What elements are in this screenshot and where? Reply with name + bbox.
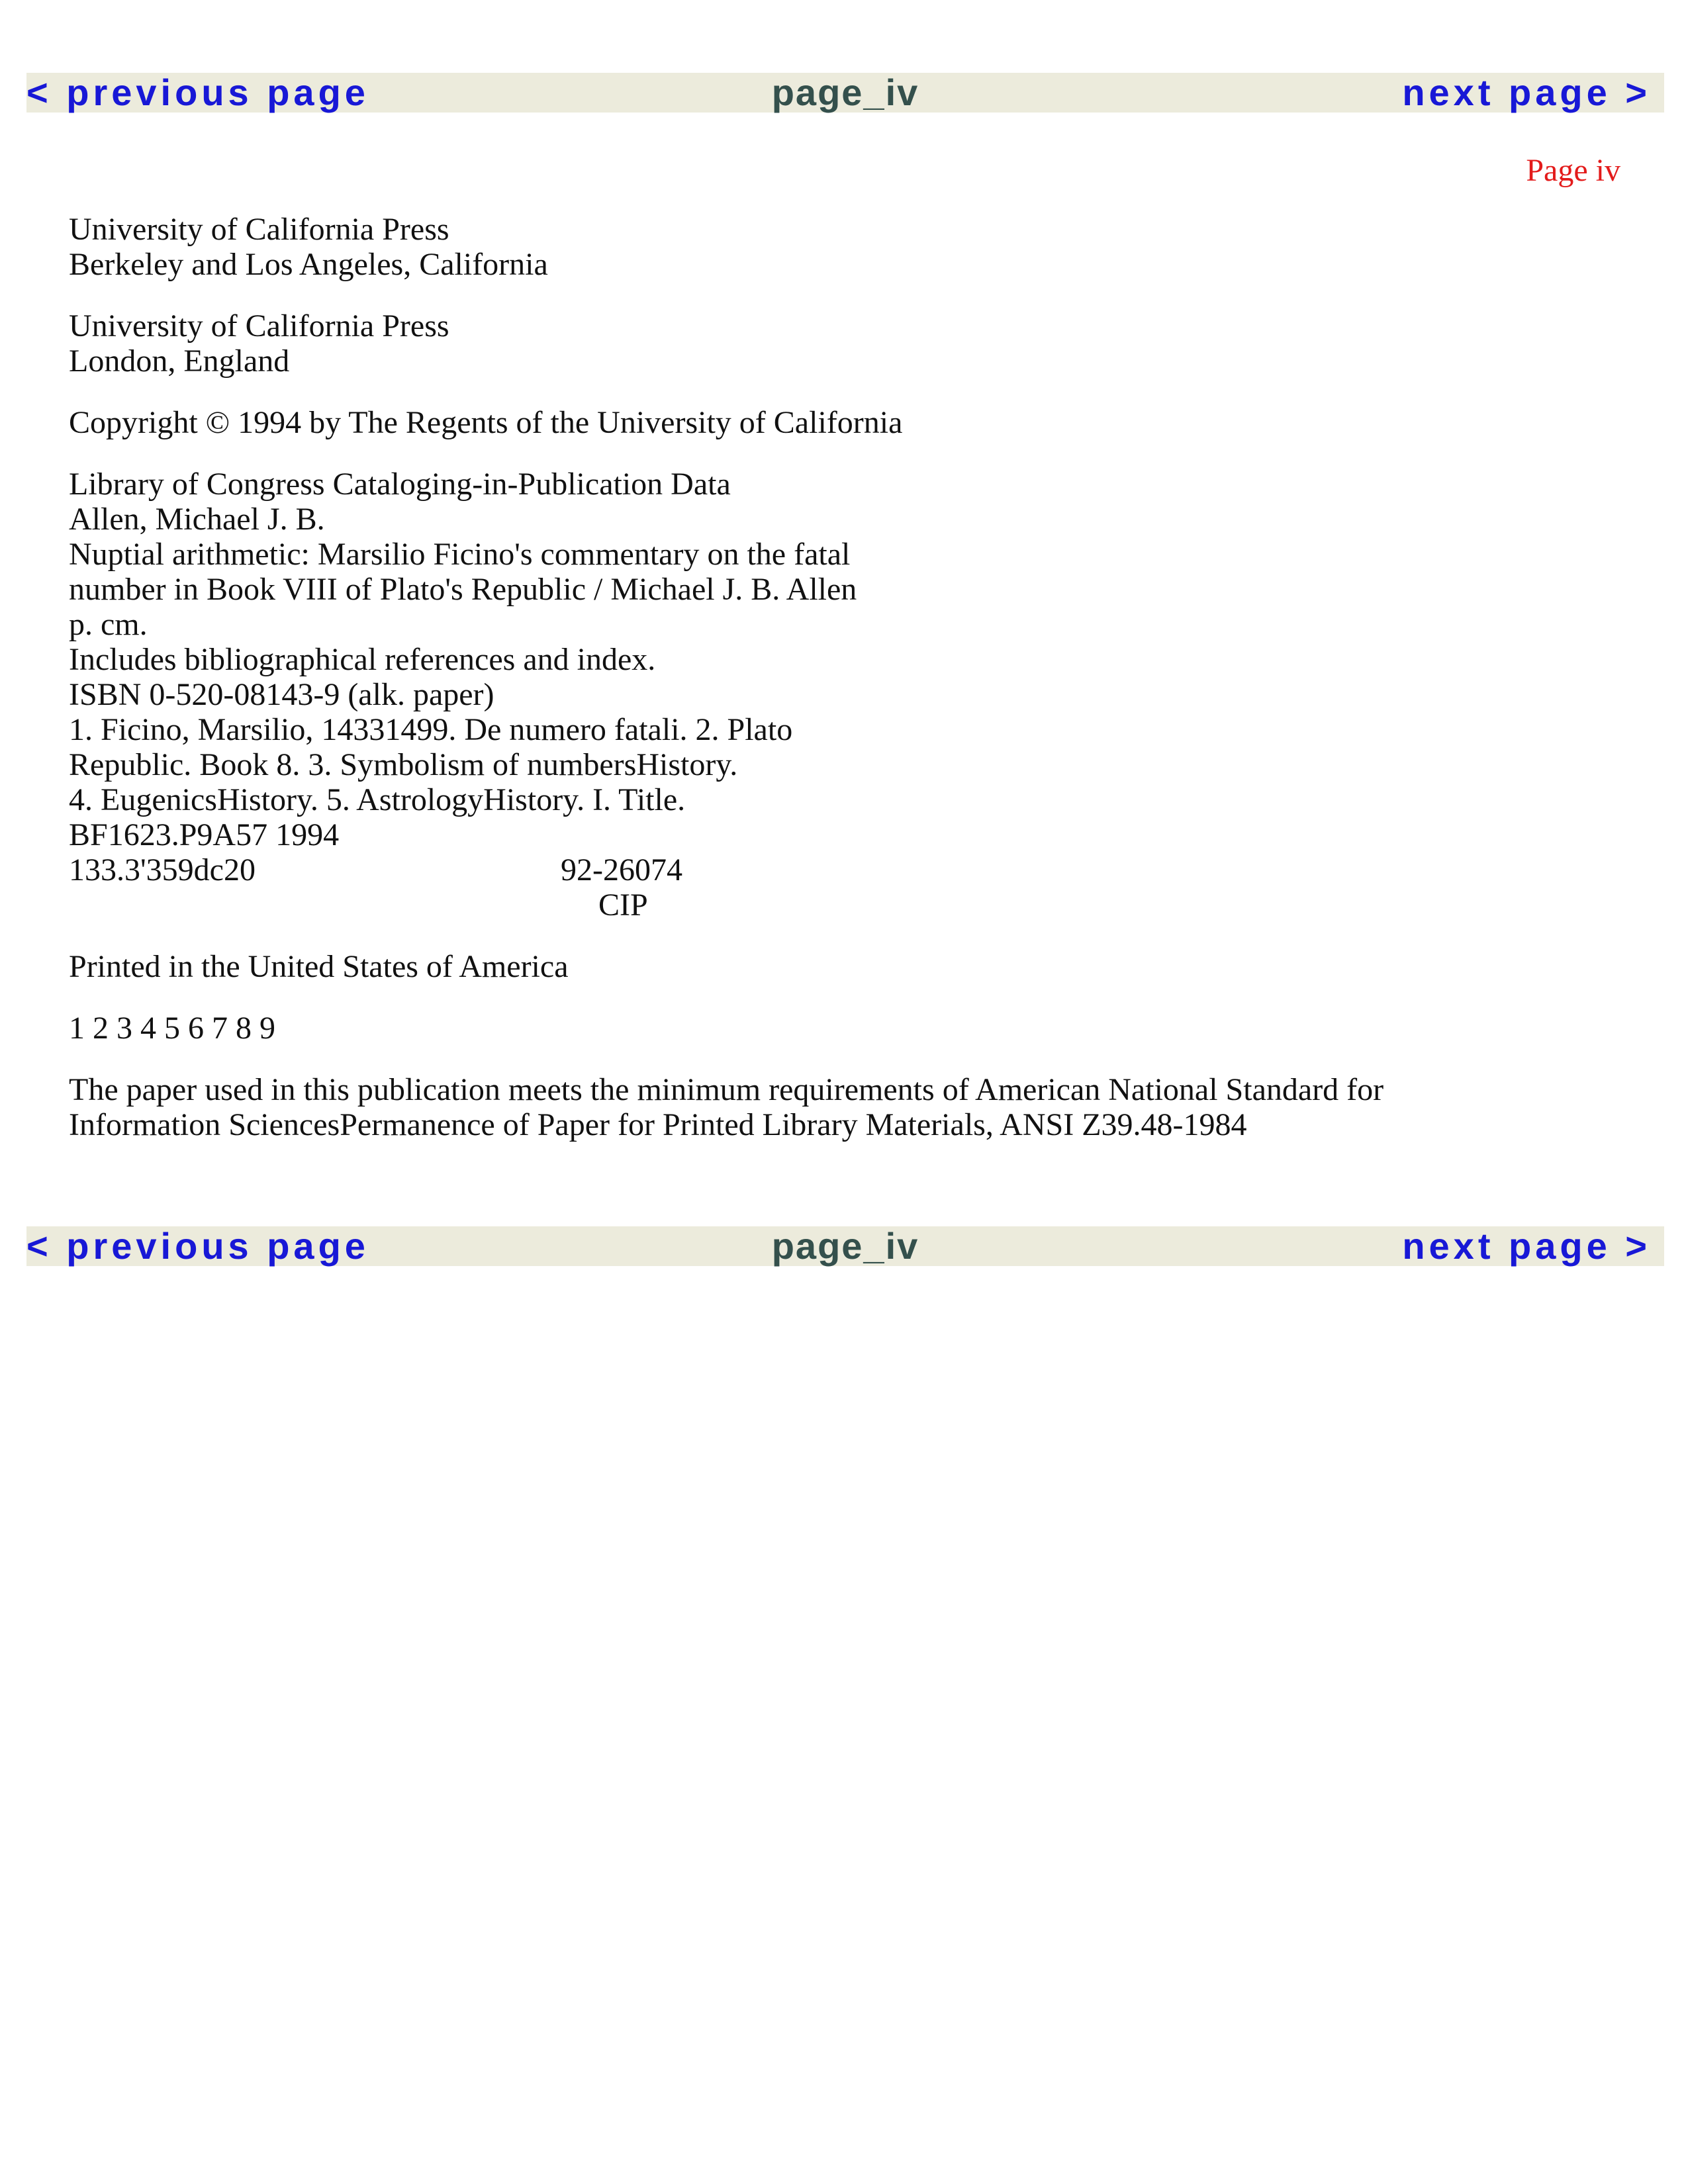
cip-call-number: BF1623.P9A57 1994: [69, 817, 340, 852]
page-title: page_iv: [771, 71, 919, 113]
paper-note-line: The paper used in this publication meets the minimum requirements of American National Standard for: [69, 1072, 1384, 1107]
cip-heading: Library of Congress Cataloging-in-Publication Data: [69, 467, 731, 502]
cip-subjects-line: Republic. Book 8. 3. Symbolism of numbersHistory.: [69, 747, 738, 782]
cip-isbn: ISBN 0-520-08143-9 (alk. paper): [69, 677, 494, 712]
copyright-line: Copyright © 1994 by The Regents of the University of California: [69, 405, 903, 440]
page-title: page_iv: [771, 1225, 919, 1267]
cip-author: Allen, Michael J. B.: [69, 502, 325, 537]
cip-classification-row: [69, 852, 1591, 887]
cataloging-data-block: [69, 467, 1591, 923]
printing-numbers-block: [69, 1011, 1591, 1046]
printing-numbers: 1 2 3 4 5 6 7 8 9: [69, 1011, 275, 1046]
bottom-navigation-bar: [26, 1226, 1664, 1266]
publisher-name: University of California Press: [69, 308, 449, 343]
cip-subjects-line: 1. Ficino, Marsilio, 14331499. De numero fatali. 2. Plato: [69, 712, 793, 747]
paper-standard-note: [69, 1072, 1591, 1142]
cip-lccn: 92-26074: [561, 852, 682, 887]
printed-in-block: [69, 949, 1591, 984]
next-page-link[interactable]: next page >: [1402, 1225, 1651, 1267]
previous-page-link[interactable]: < previous page: [26, 71, 369, 113]
copyright-notice: [69, 405, 1591, 440]
cip-label: CIP: [598, 887, 648, 923]
publisher-location: Berkeley and Los Angeles, California: [69, 247, 548, 282]
publisher-address-block: [69, 212, 1591, 282]
cip-includes: Includes bibliographical references and index.: [69, 642, 656, 677]
publisher-name: University of California Press: [69, 212, 449, 247]
publisher-location: London, England: [69, 343, 290, 379]
cip-title-line: Nuptial arithmetic: Marsilio Ficino's commentary on the fatal: [69, 537, 851, 572]
top-navigation-bar: [26, 73, 1664, 113]
printed-in-line: Printed in the United States of America: [69, 949, 569, 984]
copyright-page-content: [69, 212, 1591, 1169]
paper-note-line: Information SciencesPermanence of Paper for Printed Library Materials, ANSI Z39.48-1984: [69, 1107, 1247, 1142]
cip-dewey-number: 133.3'359dc20: [69, 852, 256, 887]
cip-subjects-line: 4. EugenicsHistory. 5. AstrologyHistory. I. Title.: [69, 782, 686, 817]
page-number-marker: Page iv: [1526, 153, 1620, 188]
next-page-link[interactable]: next page >: [1402, 71, 1651, 113]
publisher-address-block-london: [69, 308, 1591, 379]
cip-pages: p. cm.: [69, 607, 148, 642]
cip-title-line: number in Book VIII of Plato's Republic / Michael J. B. Allen: [69, 572, 857, 607]
previous-page-link[interactable]: < previous page: [26, 1225, 369, 1267]
